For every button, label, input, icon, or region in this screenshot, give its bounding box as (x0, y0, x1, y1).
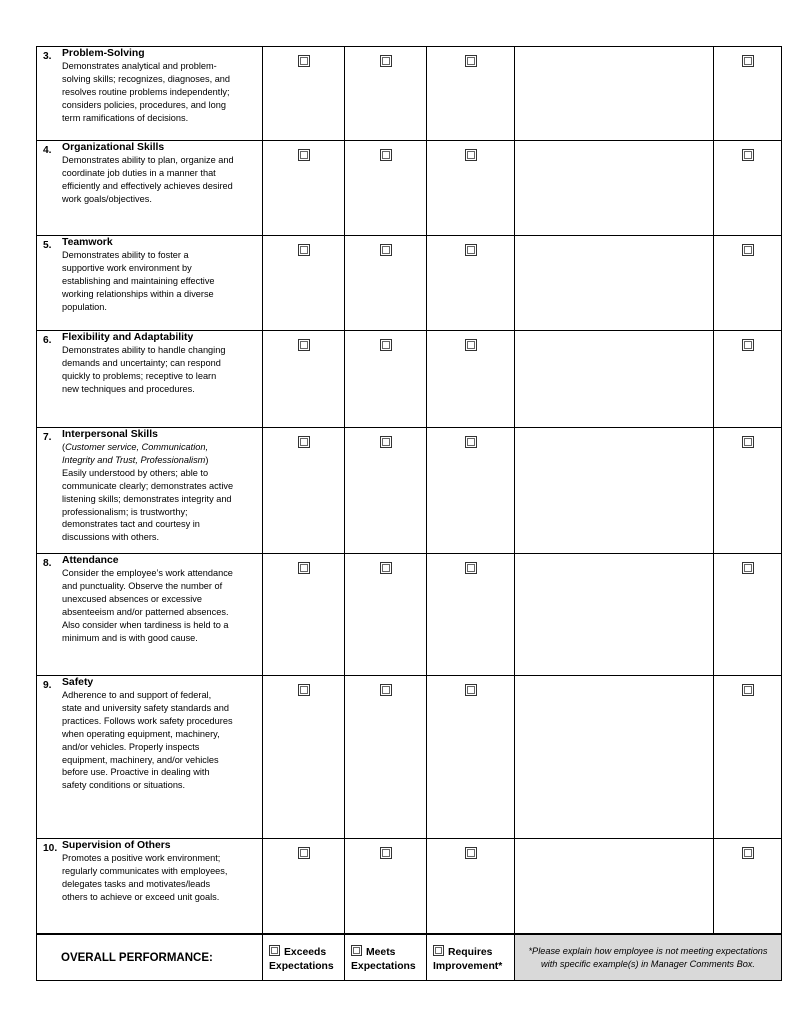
exceeds-checkbox[interactable] (298, 562, 310, 574)
table-row (37, 331, 782, 428)
table-row (37, 554, 782, 676)
exceeds-checkbox[interactable] (298, 55, 310, 67)
criterion-description: Consider the employee’s work attendance and punctuality. Observe the number of unexcused absences or excessive absenteeism and/or patterned absences. Also consider when tardiness is held to a minimum and is with good cause. (62, 568, 233, 643)
overall-note-line2: with specific example(s) in Manager Comments Box. (541, 959, 755, 969)
criterion-title: Safety (62, 677, 94, 688)
criterion-description: Adherence to and support of federal, state and university safety standards and practices. Follows work safety procedures when operating equipment, machinery, and/or vehicles. Properly inspects equipment, machinery, and/or vehicles before use. Proactive in dealing with safety conditions or situations. (62, 690, 233, 791)
not-applicable-checkbox[interactable] (742, 339, 754, 351)
criterion-cell (37, 331, 263, 428)
criterion-title: Interpersonal Skills (62, 429, 158, 440)
criterion-title: Organizational Skills (62, 142, 165, 153)
not-applicable-checkbox[interactable] (742, 436, 754, 448)
table-row (37, 676, 782, 839)
requires-improvement-checkbox[interactable] (465, 339, 477, 351)
meets-checkbox[interactable] (380, 149, 392, 161)
overall-meets-checkbox[interactable] (351, 945, 362, 956)
criterion-number: 4. (43, 145, 52, 156)
meets-checkbox[interactable] (380, 562, 392, 574)
requires-improvement-checkbox[interactable] (465, 562, 477, 574)
exceeds-checkbox[interactable] (298, 847, 310, 859)
meets-checkbox[interactable] (380, 847, 392, 859)
requires-improvement-checkbox[interactable] (465, 684, 477, 696)
overall-requires-checkbox[interactable] (433, 945, 444, 956)
table-row (37, 236, 782, 331)
overall-note-line1: *Please explain how employee is not meeting expectations (528, 946, 768, 956)
criterion-number: 8. (43, 558, 52, 569)
criterion-note: Customer service, Communication, Integrity and Trust, Professionalism (62, 442, 209, 465)
criterion-number: 6. (43, 335, 52, 346)
exceeds-checkbox[interactable] (298, 339, 310, 351)
criterion-title: Problem-Solving (62, 48, 145, 59)
criterion-cell (37, 141, 263, 236)
criterion-note-open: ( (62, 442, 66, 452)
criterion-number: 10. (43, 843, 58, 854)
exceeds-checkbox[interactable] (298, 684, 310, 696)
table-row (37, 141, 782, 236)
not-applicable-checkbox[interactable] (742, 562, 754, 574)
not-applicable-checkbox[interactable] (742, 244, 754, 256)
criterion-description: Easily understood by others; able to communicate clearly; demonstrates active listening skills; demonstrates integrity and professionalism; is trustworthy; demonstrates tact and courtesy in discussions with others. (62, 467, 234, 543)
criterion-title: Attendance (62, 555, 119, 566)
requires-improvement-checkbox[interactable] (465, 436, 477, 448)
evaluation-form (36, 46, 781, 981)
meets-checkbox[interactable] (380, 244, 392, 256)
table-row (37, 428, 782, 554)
criterion-note-close: ) (205, 454, 209, 465)
requires-improvement-checkbox[interactable] (465, 55, 477, 67)
overall-performance-table (36, 933, 782, 981)
not-applicable-checkbox[interactable] (742, 55, 754, 67)
criterion-title: Teamwork (62, 237, 113, 248)
comments-cell[interactable] (515, 236, 714, 331)
criterion-description: Demonstrates ability to foster a supportive work environment by establishing and maintaining effective working relationships within a diverse population. (62, 250, 215, 312)
not-applicable-checkbox[interactable] (742, 684, 754, 696)
comments-cell[interactable] (515, 676, 714, 839)
criterion-cell (37, 47, 263, 141)
comments-cell[interactable] (515, 141, 714, 236)
criterion-cell (37, 839, 263, 934)
overall-meets-line1: Meets (366, 947, 396, 958)
overall-exceeds-checkbox[interactable] (269, 945, 280, 956)
criterion-title: Supervision of Others (62, 840, 171, 851)
criterion-cell (37, 428, 263, 554)
criterion-description: Promotes a positive work environment; regularly communicates with employees, delegates tasks and motivates/leads others to achieve or exceed unit goals. (62, 853, 228, 902)
overall-requires-line1: Requires (448, 947, 493, 958)
criterion-description: Demonstrates ability to plan, organize and coordinate job duties in a manner that efficiently and effectively achieves desired work goals/objectives. (62, 155, 234, 204)
criterion-description: Demonstrates ability to handle changing demands and uncertainty; can respond quickly to problems; receptive to learn new techniques and procedures. (62, 345, 226, 394)
exceeds-checkbox[interactable] (298, 244, 310, 256)
meets-checkbox[interactable] (380, 436, 392, 448)
overall-explanation-note (515, 934, 782, 981)
comments-cell[interactable] (515, 428, 714, 554)
requires-improvement-checkbox[interactable] (465, 149, 477, 161)
overall-meets-option[interactable] (345, 934, 427, 981)
overall-performance-label: OVERALL PERFORMANCE: (37, 934, 263, 981)
criterion-number: 9. (43, 680, 52, 691)
comments-cell[interactable] (515, 554, 714, 676)
exceeds-checkbox[interactable] (298, 149, 310, 161)
criterion-cell (37, 676, 263, 839)
table-row (37, 47, 782, 141)
overall-exceeds-line2: Expectations (269, 961, 334, 972)
overall-exceeds-line1: Exceeds (284, 947, 327, 958)
criterion-description: Demonstrates analytical and problem- solving skills; recognizes, diagnoses, and resolves routine problems independently; considers policies, procedures, and long term ramifications of decisions. (62, 61, 231, 123)
criterion-cell (37, 236, 263, 331)
requires-improvement-checkbox[interactable] (465, 244, 477, 256)
meets-checkbox[interactable] (380, 55, 392, 67)
requires-improvement-checkbox[interactable] (465, 847, 477, 859)
comments-cell[interactable] (515, 331, 714, 428)
overall-requires-line2: Improvement* (433, 961, 503, 972)
exceeds-checkbox[interactable] (298, 436, 310, 448)
overall-performance-row (37, 934, 782, 981)
criterion-title: Flexibility and Adaptability (62, 332, 194, 343)
meets-checkbox[interactable] (380, 339, 392, 351)
not-applicable-checkbox[interactable] (742, 149, 754, 161)
meets-checkbox[interactable] (380, 684, 392, 696)
table-row (37, 839, 782, 934)
criterion-number: 3. (43, 51, 52, 62)
comments-cell[interactable] (515, 839, 714, 934)
criterion-number: 5. (43, 240, 52, 251)
overall-meets-line2: Expectations (351, 961, 416, 972)
overall-exceeds-option[interactable] (263, 934, 345, 981)
criterion-number: 7. (43, 432, 52, 443)
overall-requires-option[interactable] (427, 934, 515, 981)
comments-cell[interactable] (515, 47, 714, 141)
not-applicable-checkbox[interactable] (742, 847, 754, 859)
criterion-cell (37, 554, 263, 676)
performance-criteria-table (36, 46, 782, 934)
